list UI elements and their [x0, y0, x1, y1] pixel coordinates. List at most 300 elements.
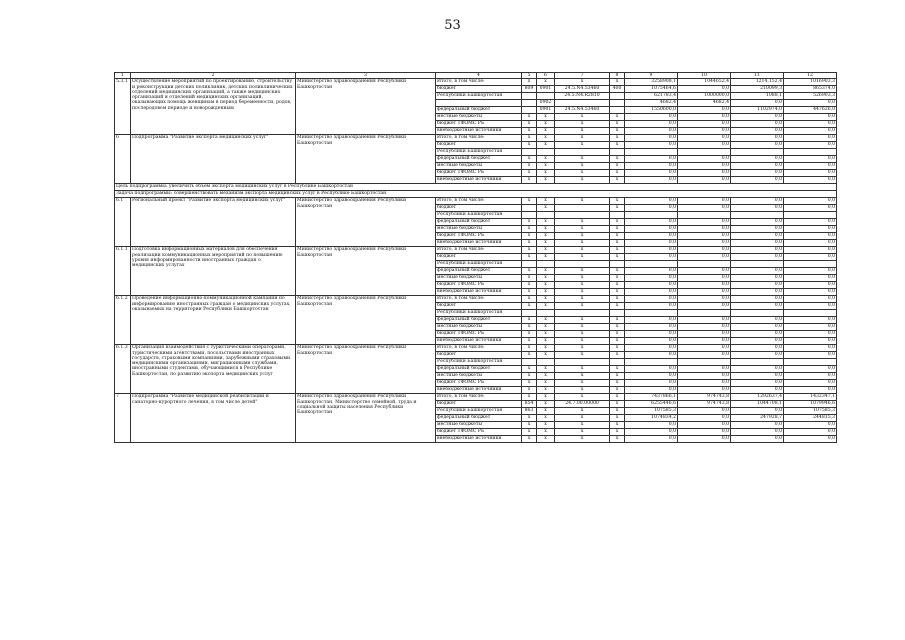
- funding-source: бюджет: [436, 303, 522, 310]
- code-cell: x: [555, 170, 610, 177]
- amount-cell: 0,0: [784, 121, 837, 128]
- amount-cell: [678, 212, 731, 219]
- code-cell: [522, 205, 537, 212]
- header-cell: 12: [784, 73, 837, 79]
- code-cell: [537, 310, 555, 317]
- code-cell: x: [610, 436, 625, 443]
- code-cell: x: [610, 128, 625, 135]
- header-cell: 6: [537, 73, 555, 79]
- code-cell: x: [522, 163, 537, 170]
- amount-cell: [731, 212, 784, 219]
- responsible-executor: Министерство здравоохранения Республики Башкортостан: [296, 296, 436, 345]
- amount-cell: 0,0: [731, 436, 784, 443]
- funding-source: Итого, в том числе:: [436, 296, 522, 303]
- code-cell: x: [537, 282, 555, 289]
- funding-source: бюджет: [436, 86, 522, 93]
- code-cell: x: [555, 121, 610, 128]
- amount-cell: 1214,152,4: [731, 79, 784, 86]
- amount-cell: 0,0: [784, 422, 837, 429]
- header-cell: 7: [555, 73, 610, 79]
- amount-cell: 1016903,3: [784, 79, 837, 86]
- code-cell: x: [537, 296, 555, 303]
- amount-cell: 0,0: [678, 422, 731, 429]
- code-cell: x: [537, 268, 555, 275]
- code-cell: [555, 359, 610, 366]
- goal-row: [115, 184, 837, 191]
- code-cell: [610, 100, 625, 107]
- code-cell: x: [555, 142, 610, 149]
- amount-cell: 0,0: [731, 198, 784, 205]
- code-cell: [610, 212, 625, 219]
- amount-cell: 0,0: [678, 338, 731, 345]
- code-cell: [522, 107, 537, 114]
- code-cell: 24.5.N4.R2810: [555, 93, 610, 100]
- code-cell: x: [537, 303, 555, 310]
- code-cell: x: [537, 394, 555, 401]
- funding-source: внебюджетные источники: [436, 128, 522, 135]
- amount-cell: 4682,4: [678, 100, 731, 107]
- funding-source: Республики Башкортостан: [436, 261, 522, 268]
- amount-cell: 0,0: [784, 170, 837, 177]
- code-cell: x: [522, 177, 537, 184]
- amount-cell: 1079946,6: [784, 401, 837, 408]
- item-number: 6.1.3: [115, 345, 131, 394]
- amount-cell: 0,0: [784, 366, 837, 373]
- code-cell: x: [522, 415, 537, 422]
- header-cell: 4: [436, 73, 522, 79]
- code-cell: x: [537, 401, 555, 408]
- code-cell: 854: [522, 401, 537, 408]
- code-cell: x: [610, 331, 625, 338]
- amount-cell: 0,0: [731, 422, 784, 429]
- budget-table: [114, 72, 837, 443]
- item-name: Организация взаимодействия с туристическими операторами, туристическими агентствами, посольствами иностранных государств, страховыми компаниями, зарубежными страховыми медицинскими организациями, миграционными службами, иностранными студентами, обучающимися в Республике Башкортостан, по развитию экспорта медицинских услуг: [131, 345, 296, 394]
- amount-cell: 0,0: [784, 254, 837, 261]
- amount-cell: 0,0: [678, 289, 731, 296]
- code-cell: x: [522, 156, 537, 163]
- page-number: 53: [444, 18, 461, 33]
- item-number: 6.1.1: [115, 247, 131, 296]
- code-cell: x: [610, 394, 625, 401]
- amount-cell: 0,0: [625, 296, 678, 303]
- code-cell: x: [522, 170, 537, 177]
- code-cell: x: [522, 247, 537, 254]
- amount-cell: 0,0: [784, 247, 837, 254]
- code-cell: x: [610, 317, 625, 324]
- amount-cell: 0,0: [731, 331, 784, 338]
- code-cell: x: [537, 422, 555, 429]
- amount-cell: 0,0: [678, 373, 731, 380]
- amount-cell: 0,0: [731, 114, 784, 121]
- code-cell: x: [555, 240, 610, 247]
- amount-cell: 3258908,1: [625, 79, 678, 86]
- code-cell: x: [522, 142, 537, 149]
- amount-cell: 0,0: [678, 303, 731, 310]
- funding-source: бюджет ТФОМС РБ: [436, 429, 522, 436]
- code-cell: x: [537, 142, 555, 149]
- code-cell: 863: [522, 408, 537, 415]
- amount-cell: 0,0: [784, 163, 837, 170]
- code-cell: x: [610, 415, 625, 422]
- amount-cell: 247928,7: [731, 415, 784, 422]
- code-cell: x: [537, 219, 555, 226]
- code-cell: x: [537, 429, 555, 436]
- amount-cell: 0,0: [678, 142, 731, 149]
- code-cell: x: [610, 282, 625, 289]
- amount-cell: 0,0: [678, 317, 731, 324]
- amount-cell: 0,0: [731, 282, 784, 289]
- table-row: [115, 345, 837, 352]
- code-cell: x: [522, 422, 537, 429]
- item-number: 6.1: [115, 198, 131, 247]
- code-cell: [555, 212, 610, 219]
- amount-cell: 1044652,4: [678, 79, 731, 86]
- code-cell: [537, 93, 555, 100]
- amount-cell: 107585,3: [625, 408, 678, 415]
- header-cell: 2: [131, 73, 296, 79]
- header-cell: 3: [296, 73, 436, 79]
- table-row: [115, 394, 837, 401]
- header-cell: 10: [678, 73, 731, 79]
- code-cell: x: [522, 198, 537, 205]
- amount-cell: 0,0: [731, 219, 784, 226]
- code-cell: x: [555, 198, 610, 205]
- amount-cell: [784, 212, 837, 219]
- code-cell: x: [522, 121, 537, 128]
- funding-source: Итого, в том числе:: [436, 345, 522, 352]
- code-cell: x: [610, 352, 625, 359]
- amount-cell: 0,0: [678, 331, 731, 338]
- code-cell: [522, 149, 537, 156]
- code-cell: x: [537, 226, 555, 233]
- code-cell: [522, 93, 537, 100]
- code-cell: x: [537, 338, 555, 345]
- code-cell: x: [555, 163, 610, 170]
- funding-source: бюджет ТФОМС РБ: [436, 170, 522, 177]
- funding-source: местные бюджеты: [436, 422, 522, 429]
- amount-cell: 0,0: [784, 177, 837, 184]
- code-cell: x: [610, 226, 625, 233]
- code-cell: x: [555, 429, 610, 436]
- amount-cell: 0,0: [678, 324, 731, 331]
- amount-cell: 0,0: [784, 303, 837, 310]
- code-cell: x: [555, 156, 610, 163]
- amount-cell: 0,0: [784, 114, 837, 121]
- item-name: Подпрограмма "Развитие экспорта медицинских услуг": [131, 135, 296, 184]
- code-cell: 809: [522, 86, 537, 93]
- code-cell: x: [610, 254, 625, 261]
- code-cell: [555, 205, 610, 212]
- table-row: [115, 198, 837, 205]
- code-cell: x: [610, 275, 625, 282]
- code-cell: x: [610, 114, 625, 121]
- amount-cell: 0,0: [784, 100, 837, 107]
- code-cell: x: [610, 240, 625, 247]
- code-cell: x: [522, 114, 537, 121]
- header-cell: 8: [610, 73, 625, 79]
- funding-source: Республики Башкортостан: [436, 212, 522, 219]
- amount-cell: 1102974,0: [731, 107, 784, 114]
- amount-cell: 0,0: [678, 436, 731, 443]
- amount-cell: 0,0: [784, 128, 837, 135]
- code-cell: [522, 310, 537, 317]
- code-cell: x: [555, 226, 610, 233]
- amount-cell: 0,0: [731, 205, 784, 212]
- code-cell: x: [537, 415, 555, 422]
- code-cell: x: [522, 317, 537, 324]
- goal-row: [115, 191, 837, 198]
- amount-cell: [678, 359, 731, 366]
- code-cell: x: [610, 429, 625, 436]
- amount-cell: 0,0: [731, 226, 784, 233]
- code-cell: x: [537, 345, 555, 352]
- amount-cell: 0,0: [784, 289, 837, 296]
- funding-source: Республики Башкортостан: [436, 93, 522, 100]
- amount-cell: 0,0: [678, 135, 731, 142]
- code-cell: x: [610, 366, 625, 373]
- header-cell: 11: [731, 73, 784, 79]
- table-row: [115, 135, 837, 142]
- amount-cell: 0,0: [678, 380, 731, 387]
- funding-source: Республики Башкортостан: [436, 359, 522, 366]
- code-cell: x: [537, 331, 555, 338]
- code-cell: x: [610, 422, 625, 429]
- amount-cell: 0,0: [625, 247, 678, 254]
- amount-cell: 0,0: [731, 289, 784, 296]
- amount-cell: 0,0: [784, 317, 837, 324]
- funding-source: федеральный бюджет: [436, 366, 522, 373]
- code-cell: x: [555, 128, 610, 135]
- code-cell: x: [537, 317, 555, 324]
- code-cell: x: [522, 394, 537, 401]
- funding-source: федеральный бюджет: [436, 156, 522, 163]
- amount-cell: 0,0: [625, 436, 678, 443]
- amount-cell: 0,0: [784, 282, 837, 289]
- code-cell: x: [555, 373, 610, 380]
- code-cell: x: [555, 345, 610, 352]
- amount-cell: 0,0: [731, 429, 784, 436]
- code-cell: x: [537, 373, 555, 380]
- amount-cell: [784, 310, 837, 317]
- code-cell: x: [522, 282, 537, 289]
- funding-source: местные бюджеты: [436, 114, 522, 121]
- code-cell: x: [610, 408, 625, 415]
- code-cell: x: [555, 114, 610, 121]
- code-cell: x: [522, 254, 537, 261]
- item-number: 6: [115, 135, 131, 184]
- amount-cell: 0,0: [625, 275, 678, 282]
- code-cell: x: [537, 198, 555, 205]
- code-cell: x: [555, 135, 610, 142]
- code-cell: 400: [610, 86, 625, 93]
- amount-cell: 0,0: [784, 324, 837, 331]
- amount-cell: 0,0: [784, 338, 837, 345]
- amount-cell: 1432347,1: [784, 394, 837, 401]
- responsible-executor: Министерство здравоохранения Республики Башкортостан: [296, 79, 436, 135]
- amount-cell: 244815,3: [784, 415, 837, 422]
- amount-cell: 0,0: [784, 268, 837, 275]
- amount-cell: 1000000,0: [678, 93, 731, 100]
- code-cell: x: [555, 79, 610, 86]
- amount-cell: 0,0: [678, 296, 731, 303]
- code-cell: x: [555, 296, 610, 303]
- amount-cell: 0,0: [731, 303, 784, 310]
- code-cell: x: [537, 436, 555, 443]
- code-cell: x: [522, 79, 537, 86]
- funding-source: местные бюджеты: [436, 275, 522, 282]
- code-cell: x: [610, 170, 625, 177]
- amount-cell: 107585,3: [784, 408, 837, 415]
- code-cell: [522, 261, 537, 268]
- amount-cell: 0,0: [678, 121, 731, 128]
- amount-cell: 0,0: [625, 254, 678, 261]
- code-cell: x: [610, 135, 625, 142]
- code-cell: x: [610, 401, 625, 408]
- amount-cell: 0,0: [731, 275, 784, 282]
- amount-cell: 0,0: [731, 408, 784, 415]
- amount-cell: 0,0: [731, 352, 784, 359]
- amount-cell: 0,0: [625, 429, 678, 436]
- code-cell: x: [610, 198, 625, 205]
- code-cell: x: [555, 338, 610, 345]
- code-cell: x: [522, 345, 537, 352]
- table-row: [115, 296, 837, 303]
- funding-source: федеральный бюджет: [436, 317, 522, 324]
- amount-cell: 0,0: [625, 282, 678, 289]
- amount-cell: [678, 310, 731, 317]
- item-number: 7: [115, 394, 131, 443]
- amount-cell: 0,0: [678, 254, 731, 261]
- code-cell: x: [610, 303, 625, 310]
- amount-cell: [731, 359, 784, 366]
- funding-source: федеральный бюджет: [436, 415, 522, 422]
- amount-cell: [731, 149, 784, 156]
- item-name: Региональный проект "Развитие экспорта медицинских услуг": [131, 198, 296, 247]
- amount-cell: 0,0: [625, 177, 678, 184]
- code-cell: x: [555, 219, 610, 226]
- code-cell: x: [610, 387, 625, 394]
- code-cell: x: [522, 233, 537, 240]
- amount-cell: 621783,4: [625, 93, 678, 100]
- funding-source: внебюджетные источники: [436, 387, 522, 394]
- code-cell: x: [555, 254, 610, 261]
- amount-cell: 0,0: [784, 296, 837, 303]
- amount-cell: [678, 149, 731, 156]
- amount-cell: 1292637,4: [731, 394, 784, 401]
- funding-source: внебюджетные источники: [436, 240, 522, 247]
- table-row: [115, 79, 837, 86]
- funding-source: бюджет: [436, 205, 522, 212]
- amount-cell: 0,0: [784, 205, 837, 212]
- amount-cell: 6255446,6: [625, 401, 678, 408]
- amount-cell: 1074834,2: [625, 415, 678, 422]
- amount-cell: 0,0: [625, 163, 678, 170]
- amount-cell: 0,0: [678, 219, 731, 226]
- code-cell: x: [522, 331, 537, 338]
- code-cell: x: [522, 219, 537, 226]
- amount-cell: 0,0: [625, 317, 678, 324]
- amount-cell: 0,0: [678, 366, 731, 373]
- amount-cell: 447626,0: [784, 107, 837, 114]
- amount-cell: 0,0: [784, 331, 837, 338]
- responsible-executor: Министерство здравоохранения Республики Башкортостан: [296, 135, 436, 184]
- amount-cell: 0,0: [678, 282, 731, 289]
- amount-cell: 0,0: [625, 135, 678, 142]
- funding-source: Итого, в том числе:: [436, 247, 522, 254]
- code-cell: x: [537, 275, 555, 282]
- code-cell: x: [537, 408, 555, 415]
- amount-cell: [784, 359, 837, 366]
- code-cell: 24.7.00.00000: [555, 401, 610, 408]
- funding-source: местные бюджеты: [436, 226, 522, 233]
- code-cell: x: [537, 205, 555, 212]
- amount-cell: 0,0: [678, 387, 731, 394]
- code-cell: x: [555, 275, 610, 282]
- amount-cell: 0,0: [731, 135, 784, 142]
- code-cell: x: [537, 254, 555, 261]
- amount-cell: 0,0: [784, 198, 837, 205]
- amount-cell: 0,0: [731, 338, 784, 345]
- code-cell: x: [537, 240, 555, 247]
- funding-source: бюджет ТФОМС РБ: [436, 282, 522, 289]
- code-cell: x: [522, 324, 537, 331]
- amount-cell: 0,0: [625, 219, 678, 226]
- funding-source: Итого, в том числе:: [436, 198, 522, 205]
- code-cell: x: [610, 163, 625, 170]
- amount-cell: 0,0: [731, 240, 784, 247]
- amount-cell: 0,0: [625, 338, 678, 345]
- amount-cell: 0,0: [678, 86, 731, 93]
- amount-cell: 0,0: [784, 436, 837, 443]
- funding-source: Итого, в том числе:: [436, 79, 522, 86]
- amount-cell: 0,0: [731, 247, 784, 254]
- funding-source: Республики Башкортостан: [436, 408, 522, 415]
- amount-cell: 0,0: [625, 352, 678, 359]
- code-cell: x: [522, 387, 537, 394]
- amount-cell: 0,0: [625, 205, 678, 212]
- amount-cell: 0,0: [625, 198, 678, 205]
- header-cell: 5: [522, 73, 537, 79]
- funding-source: внебюджетные источники: [436, 289, 522, 296]
- code-cell: 0901: [537, 86, 555, 93]
- amount-cell: 0,0: [625, 366, 678, 373]
- code-cell: x: [522, 296, 537, 303]
- code-cell: x: [610, 79, 625, 86]
- item-name: Подпрограмма "Развитие медицинской реабилитации и санаторно-курортного лечения, в том числе детей": [131, 394, 296, 443]
- code-cell: x: [555, 415, 610, 422]
- code-cell: [610, 261, 625, 268]
- amount-cell: 0,0: [625, 114, 678, 121]
- amount-cell: [784, 261, 837, 268]
- funding-source: [436, 100, 522, 107]
- amount-cell: 0,0: [784, 380, 837, 387]
- amount-cell: 0,0: [731, 380, 784, 387]
- amount-cell: 1044708,1: [731, 401, 784, 408]
- amount-cell: 0,0: [784, 233, 837, 240]
- amount-cell: 0,0: [784, 240, 837, 247]
- amount-cell: 0,0: [731, 345, 784, 352]
- code-cell: x: [522, 352, 537, 359]
- code-cell: x: [555, 394, 610, 401]
- amount-cell: 0,0: [678, 170, 731, 177]
- amount-cell: 0,0: [625, 121, 678, 128]
- goal-text: Цель подпрограммы: увеличить объем экспорта медицинских услуг в Республике Башкортостан: [115, 184, 837, 191]
- amount-cell: 0,0: [678, 107, 731, 114]
- amount-cell: 0,0: [678, 429, 731, 436]
- amount-cell: 0,0: [784, 275, 837, 282]
- code-cell: x: [537, 163, 555, 170]
- code-cell: x: [537, 114, 555, 121]
